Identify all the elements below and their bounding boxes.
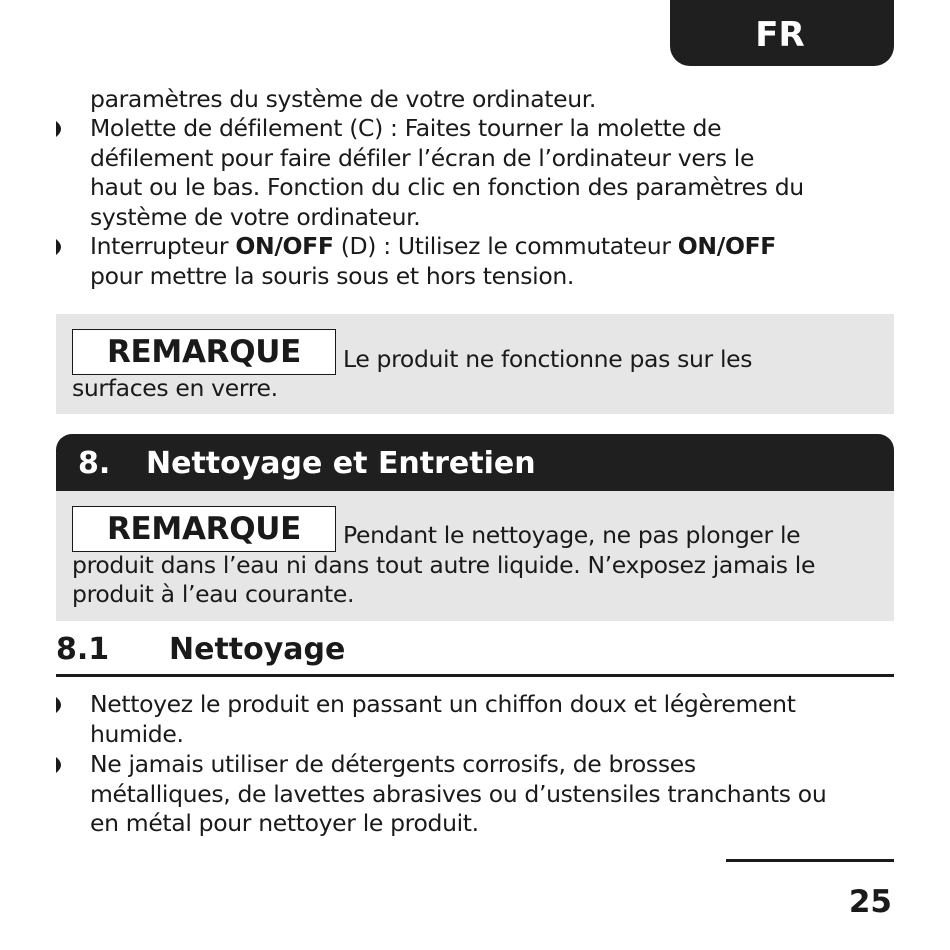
bullet-line: pour mettre la souris sous et hors tension. <box>90 261 575 290</box>
section-number: 8. <box>78 446 111 481</box>
bullet-icon <box>56 239 66 255</box>
section-header <box>56 434 894 491</box>
bold-text: ON/OFF <box>235 232 334 260</box>
note-text: Le produit ne fonctionne pas sur les <box>343 345 753 373</box>
bullet-line: défilement pour faire défiler l’écran de l’ordinateur vers le <box>90 143 755 172</box>
bullet-line: Nettoyez le produit en passant un chiffon doux et légèrement <box>90 690 796 718</box>
bullet-icon <box>56 697 66 713</box>
bullet-icon <box>56 121 66 137</box>
bullet-line: haut ou le bas. Fonction du clic en fonction des paramètres du <box>90 173 804 201</box>
bullet-clean-cloth <box>90 690 890 749</box>
subsection-title: Nettoyage <box>169 632 346 667</box>
text-run: Interrupteur <box>90 232 236 260</box>
bullet-power-switch <box>90 232 890 291</box>
language-tab-label: FR <box>755 15 805 55</box>
note-box <box>56 491 894 621</box>
text-run: (D) : Utilisez le commutateur <box>333 232 678 260</box>
bullet-line: système de votre ordinateur. <box>90 202 421 231</box>
note-text: Pendant le nettoyage, ne pas plonger le <box>343 521 801 549</box>
bullet-line: Molette de défilement (C) : Faites tourner la molette de <box>90 114 722 142</box>
bullet-scroll-wheel <box>90 114 890 232</box>
note-label: REMARQUE <box>72 506 336 552</box>
note-text: surfaces en verre. <box>72 374 278 402</box>
bullet-line <box>90 232 890 262</box>
intro-continuation: paramètres du système de votre ordinateur. <box>90 85 597 113</box>
note-box <box>56 314 894 414</box>
bold-text: ON/OFF <box>677 232 776 260</box>
subsection-header <box>56 630 894 677</box>
footer-rule <box>726 859 894 862</box>
note-text: produit dans l’eau ni dans tout autre liquide. N’exposez jamais le <box>72 551 816 579</box>
page-number: 25 <box>848 884 892 920</box>
note-text: produit à l’eau courante. <box>72 580 355 608</box>
language-tab <box>670 0 894 66</box>
bullet-line: métalliques, de lavettes abrasives ou d’ustensiles tranchants ou <box>90 779 827 808</box>
bullet-line: Ne jamais utiliser de détergents corrosifs, de brosses <box>90 750 696 778</box>
bullet-no-detergents <box>90 750 890 839</box>
bullet-icon <box>56 757 66 773</box>
bullet-line: en métal pour nettoyer le produit. <box>90 809 479 837</box>
bullet-line: humide. <box>90 719 184 748</box>
note-label: REMARQUE <box>72 329 336 375</box>
section-title: Nettoyage et Entretien <box>146 446 536 481</box>
subsection-number: 8.1 <box>56 632 110 667</box>
